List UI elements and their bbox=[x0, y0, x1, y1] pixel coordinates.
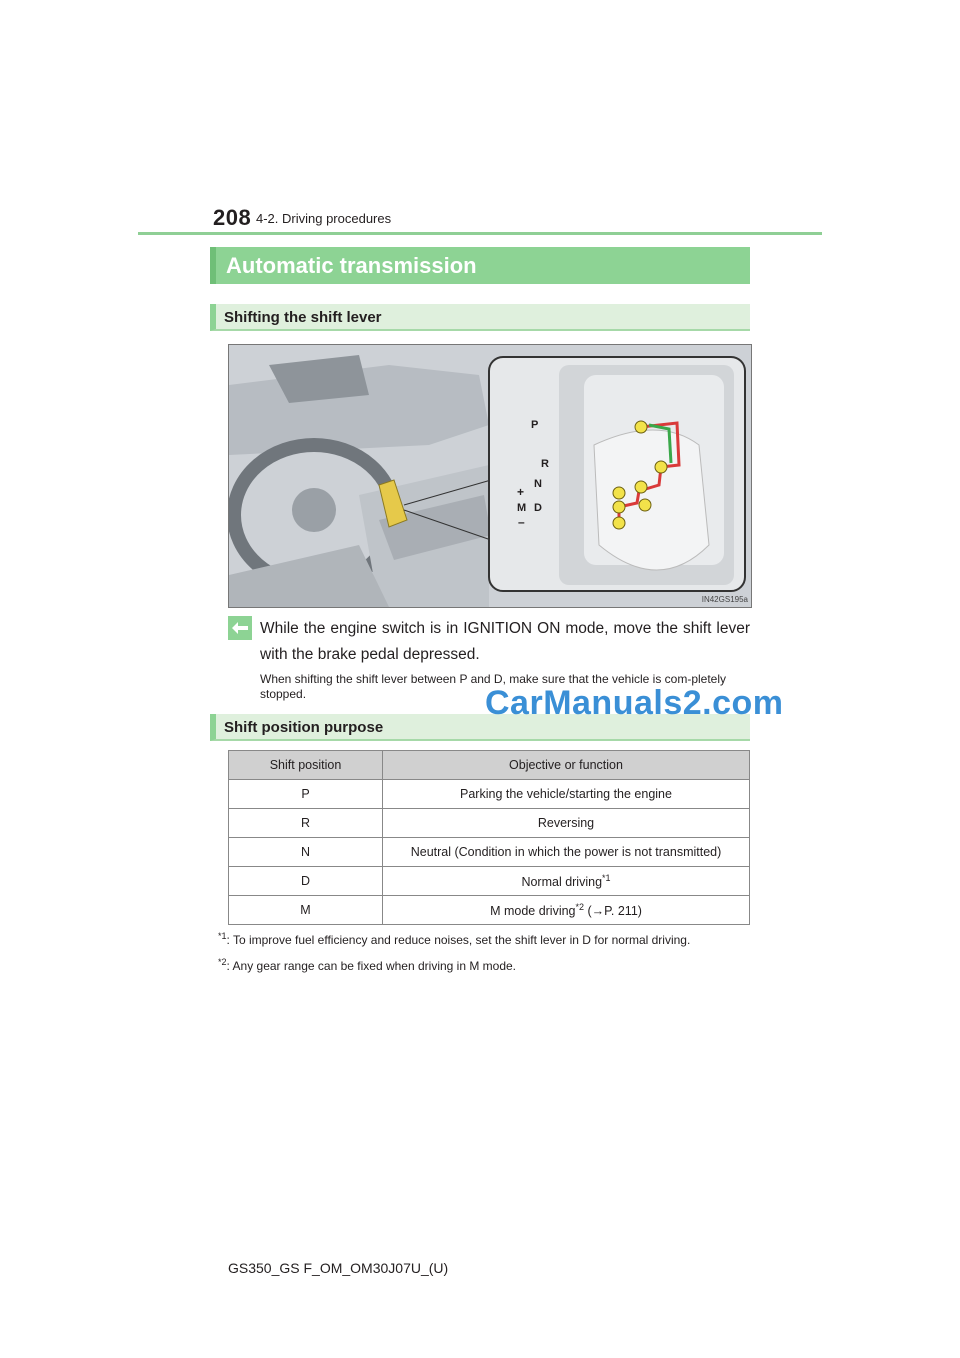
function-text: M mode driving bbox=[490, 904, 576, 919]
cell-function: Neutral (Condition in which the power is not transmitted) bbox=[383, 838, 750, 867]
cabin-drawing bbox=[229, 345, 751, 607]
note-text: When shifting the shift lever between P and D, make sure that the vehicle is com-pletely stopped. bbox=[260, 672, 727, 701]
function-text: Normal driving bbox=[521, 875, 603, 890]
section-title: 4-2. Driving procedures bbox=[256, 211, 392, 226]
shift-lever-illustration bbox=[228, 344, 752, 608]
document-code: GS350_GS F_OM_OM30J07U_(U) bbox=[228, 1260, 449, 1276]
gate-label-r: R bbox=[541, 458, 549, 470]
header-rule bbox=[138, 232, 822, 235]
illustration-id: IN42GS195a bbox=[701, 595, 748, 604]
page-reference: (→P. 211) bbox=[584, 904, 642, 919]
footnote-mark: *1 bbox=[218, 931, 227, 941]
shift-position-table bbox=[228, 750, 750, 925]
cell-position: N bbox=[229, 838, 383, 867]
footnote-ref: *1 bbox=[602, 872, 611, 883]
table-row bbox=[229, 838, 750, 867]
gate-label-n: N bbox=[534, 478, 542, 490]
cell-function bbox=[383, 896, 750, 925]
cell-function: Parking the vehicle/starting the engine bbox=[383, 780, 750, 809]
gate-label-plus: + bbox=[517, 485, 525, 499]
table-header-row bbox=[229, 751, 750, 780]
watermark: CarManuals2.com bbox=[485, 684, 784, 722]
footnote-2 bbox=[218, 957, 516, 973]
subsection-purpose: Shift position purpose bbox=[210, 714, 750, 741]
cell-position: R bbox=[229, 809, 383, 838]
header-objective: Objective or function bbox=[383, 751, 750, 780]
gate-label-minus: – bbox=[518, 515, 525, 529]
gate-label-m: M bbox=[517, 502, 527, 514]
cell-function bbox=[383, 867, 750, 896]
table-row bbox=[229, 867, 750, 896]
header-shift-position: Shift position bbox=[229, 751, 383, 780]
subsection-shifting: Shifting the shift lever bbox=[210, 304, 750, 331]
cell-position: M bbox=[229, 896, 383, 925]
instruction-text: While the engine switch is in IGNITION ON mode, move the shift lever with the brake pedal depressed. bbox=[260, 620, 750, 663]
cell-position: P bbox=[229, 780, 383, 809]
footnote-1 bbox=[218, 931, 690, 947]
cell-position: D bbox=[229, 867, 383, 896]
cell-function: Reversing bbox=[383, 809, 750, 838]
gate-label-p: P bbox=[531, 419, 539, 431]
gate-label-d: D bbox=[534, 502, 542, 514]
table-row bbox=[229, 896, 750, 925]
table-row bbox=[229, 780, 750, 809]
footnote-text: : Any gear range can be fixed when driving in M mode. bbox=[226, 959, 517, 973]
page-number: 208 bbox=[213, 205, 252, 230]
footnote-text: : To improve fuel efficiency and reduce noises, set the shift lever in D for normal driving. bbox=[226, 933, 691, 947]
footnote-ref: *2 bbox=[575, 901, 585, 912]
main-heading: Automatic transmission bbox=[210, 247, 750, 284]
footnote-mark: *2 bbox=[218, 957, 227, 967]
left-arrow-icon bbox=[228, 616, 252, 640]
table-row bbox=[229, 809, 750, 838]
